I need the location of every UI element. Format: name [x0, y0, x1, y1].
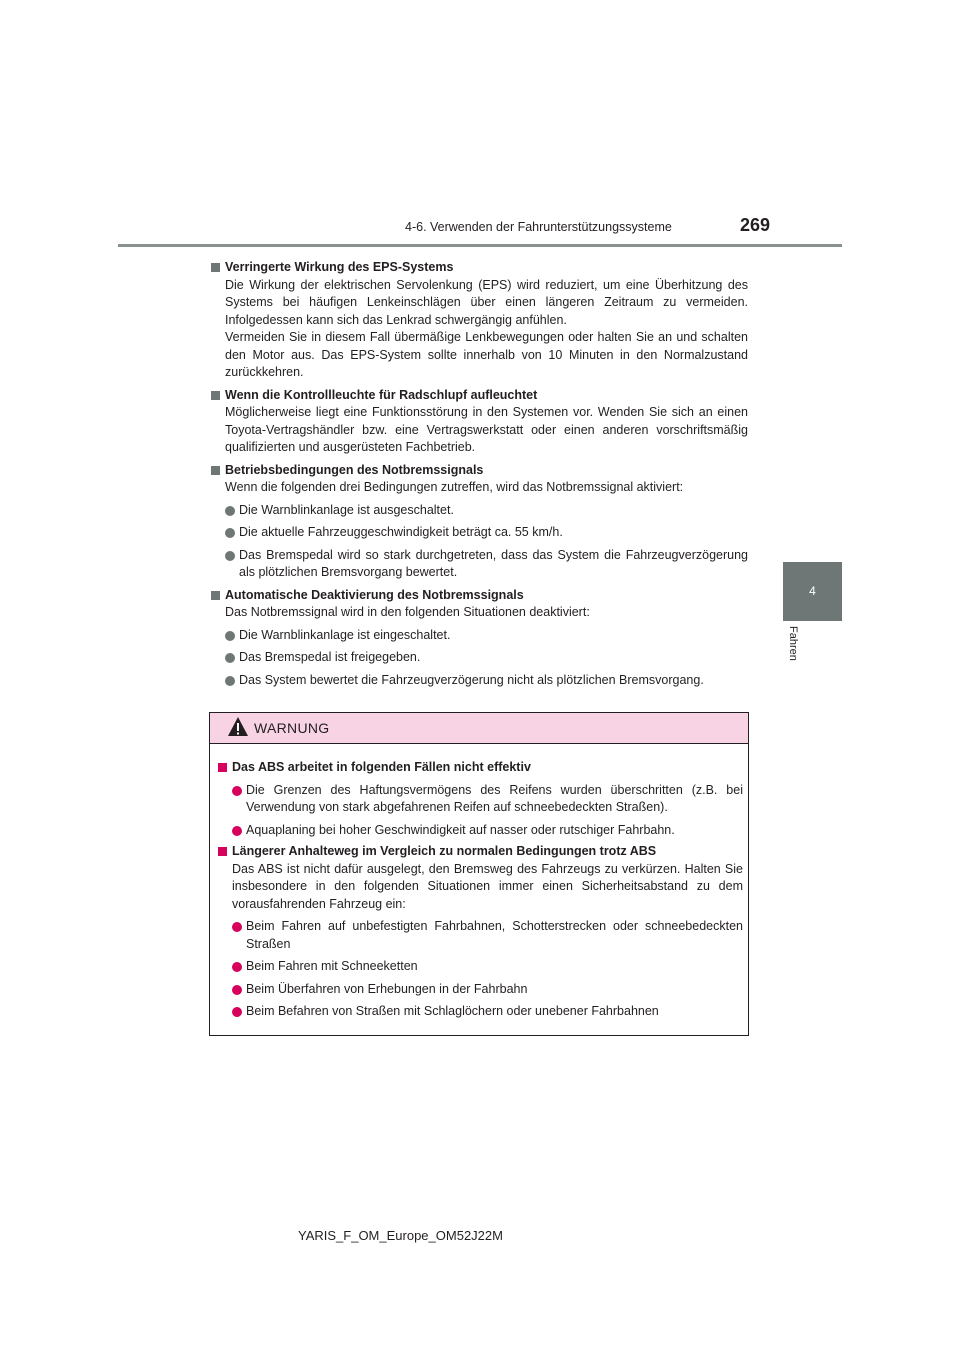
list-item-text: Beim Überfahren von Erhebungen in der Fahrbahn — [246, 981, 528, 996]
warning-box — [209, 712, 749, 1036]
chapter-label: Fahren — [787, 626, 799, 661]
circle-bullet-icon — [232, 922, 242, 932]
document-id: YARIS_F_OM_Europe_OM52J22M — [298, 1228, 503, 1243]
chapter-number: 4 — [809, 584, 816, 598]
circle-bullet-icon — [232, 1007, 242, 1017]
list-item-text: Beim Befahren von Straßen mit Schlaglöchern oder unebener Fahrbahnen — [246, 1004, 659, 1018]
paragraph: Das Notbremssignal wird in den folgenden Situationen deaktiviert: — [225, 605, 590, 619]
square-bullet-icon — [211, 391, 220, 400]
warning-list-item — [217, 918, 743, 953]
warning-list-item — [217, 958, 743, 976]
list-item — [210, 502, 748, 520]
paragraph: Vermeiden Sie in diesem Fall übermäßige Lenkbewegungen oder halten Sie an und schalten den Motor aus. Das EPS-System sollte innerhalb von 10 Minuten in den Normalzustand zurückkehren. — [225, 330, 748, 379]
warning-content — [210, 744, 748, 1021]
warning-section-heading — [217, 759, 743, 777]
list-item-text: Die Warnblinkanlage ist ausgeschaltet. — [239, 502, 454, 517]
paragraph: Die Wirkung der elektrischen Servolenkung (EPS) wird reduziert, um eine Überhitzung des Systems bei häufigen Lenkeinschlägen über einen längeren Zeitraum zu vermeiden. Infolgedessen kann sich das Lenkrad schwergängig anfühlen. — [225, 277, 748, 327]
circle-bullet-icon — [225, 551, 235, 561]
warning-triangle-icon — [227, 716, 249, 742]
square-bullet-icon — [218, 847, 227, 856]
list-item-text: Aquaplaning bei hoher Geschwindigkeit auf nasser oder rutschiger Fahrbahn. — [246, 822, 675, 837]
list-item-text: Die Grenzen des Haftungsvermögens des Reifens wurden überschritten (z.B. bei Verwendung von stark abgefahrenen Reifen auf schneebedeckten Straßen). — [246, 782, 743, 814]
section-heading — [210, 462, 748, 480]
paragraph: Möglicherweise liegt eine Funktionsstörung in den Systemen vor. Wenden Sie sich an einen Toyota-Vertragshändler bzw. eine Vertragswerkstatt oder einen anderen vorschriftsmäßig qualifizierten und ausgerüsteten Fachbetrieb. — [225, 405, 748, 454]
list-item — [210, 547, 748, 582]
square-bullet-icon — [211, 591, 220, 600]
warning-title: WARNUNG — [254, 720, 330, 736]
section-heading-text: Wenn die Kontrollleuchte für Radschlupf aufleuchtet — [225, 387, 538, 402]
warning-list-item — [217, 822, 743, 840]
circle-bullet-icon — [225, 506, 235, 516]
list-item-text: Die aktuelle Fahrzeuggeschwindigkeit beträgt ca. 55 km/h. — [239, 525, 563, 539]
warning-list-item — [217, 1003, 743, 1021]
warning-heading-text: Das ABS arbeitet in folgenden Fällen nicht effektiv — [232, 760, 531, 774]
list-item-text: Beim Fahren auf unbefestigten Fahrbahnen, Schotterstrecken oder schneebedeckten Straßen — [246, 919, 743, 951]
circle-bullet-icon — [225, 676, 235, 686]
list-item — [210, 672, 748, 690]
circle-bullet-icon — [232, 826, 242, 836]
square-bullet-icon — [211, 263, 220, 272]
square-bullet-icon — [211, 466, 220, 475]
paragraph: Wenn die folgenden drei Bedingungen zutreffen, wird das Notbremssignal aktiviert: — [225, 480, 684, 494]
header-divider — [118, 244, 842, 247]
list-item-text: Das System bewertet die Fahrzeugverzögerung nicht als plötzlichen Bremsvorgang. — [239, 672, 704, 687]
list-item — [210, 627, 748, 645]
warning-heading-text: Längerer Anhalteweg im Vergleich zu normalen Bedingungen trotz ABS — [232, 844, 657, 858]
section-heading — [210, 259, 748, 277]
warning-list-item — [217, 981, 743, 999]
circle-bullet-icon — [225, 653, 235, 663]
chapter-tab[interactable] — [783, 562, 842, 621]
section-heading-text: Betriebsbedingungen des Notbremssignals — [225, 462, 484, 477]
list-item — [210, 524, 748, 542]
warning-list-item — [217, 782, 743, 817]
list-item-text: Beim Fahren mit Schneeketten — [246, 959, 418, 973]
list-item — [210, 649, 748, 667]
header-section-title: 4-6. Verwenden der Fahrunterstützungssysteme — [405, 220, 672, 234]
warning-section-heading — [217, 843, 743, 861]
warning-header — [210, 713, 748, 744]
circle-bullet-icon — [225, 528, 235, 538]
section-heading-text: Automatische Deaktivierung des Notbremssignals — [225, 587, 524, 602]
circle-bullet-icon — [225, 631, 235, 641]
circle-bullet-icon — [232, 786, 242, 796]
list-item-text: Die Warnblinkanlage ist eingeschaltet. — [239, 627, 451, 642]
section-heading — [210, 387, 748, 405]
circle-bullet-icon — [232, 962, 242, 972]
page-number: 269 — [740, 215, 771, 235]
warning-paragraph: Das ABS ist nicht dafür ausgelegt, den Bremsweg des Fahrzeugs zu verkürzen. Halten Sie insbesondere in den folgenden Situationen immer einen Sicherheitsabstand zu dem vorausfahrenden Fahrzeug ein: — [232, 861, 743, 911]
main-content — [210, 254, 748, 689]
list-item-text: Das Bremspedal wird so stark durchgetreten, dass das System die Fahrzeugverzögerung als plötzlichen Bremsvorgang bewertet. — [239, 547, 748, 579]
circle-bullet-icon — [232, 985, 242, 995]
section-heading-text: Verringerte Wirkung des EPS-Systems — [225, 260, 454, 274]
section-heading — [210, 587, 748, 605]
square-bullet-icon — [218, 763, 227, 772]
list-item-text: Das Bremspedal ist freigegeben. — [239, 650, 421, 664]
